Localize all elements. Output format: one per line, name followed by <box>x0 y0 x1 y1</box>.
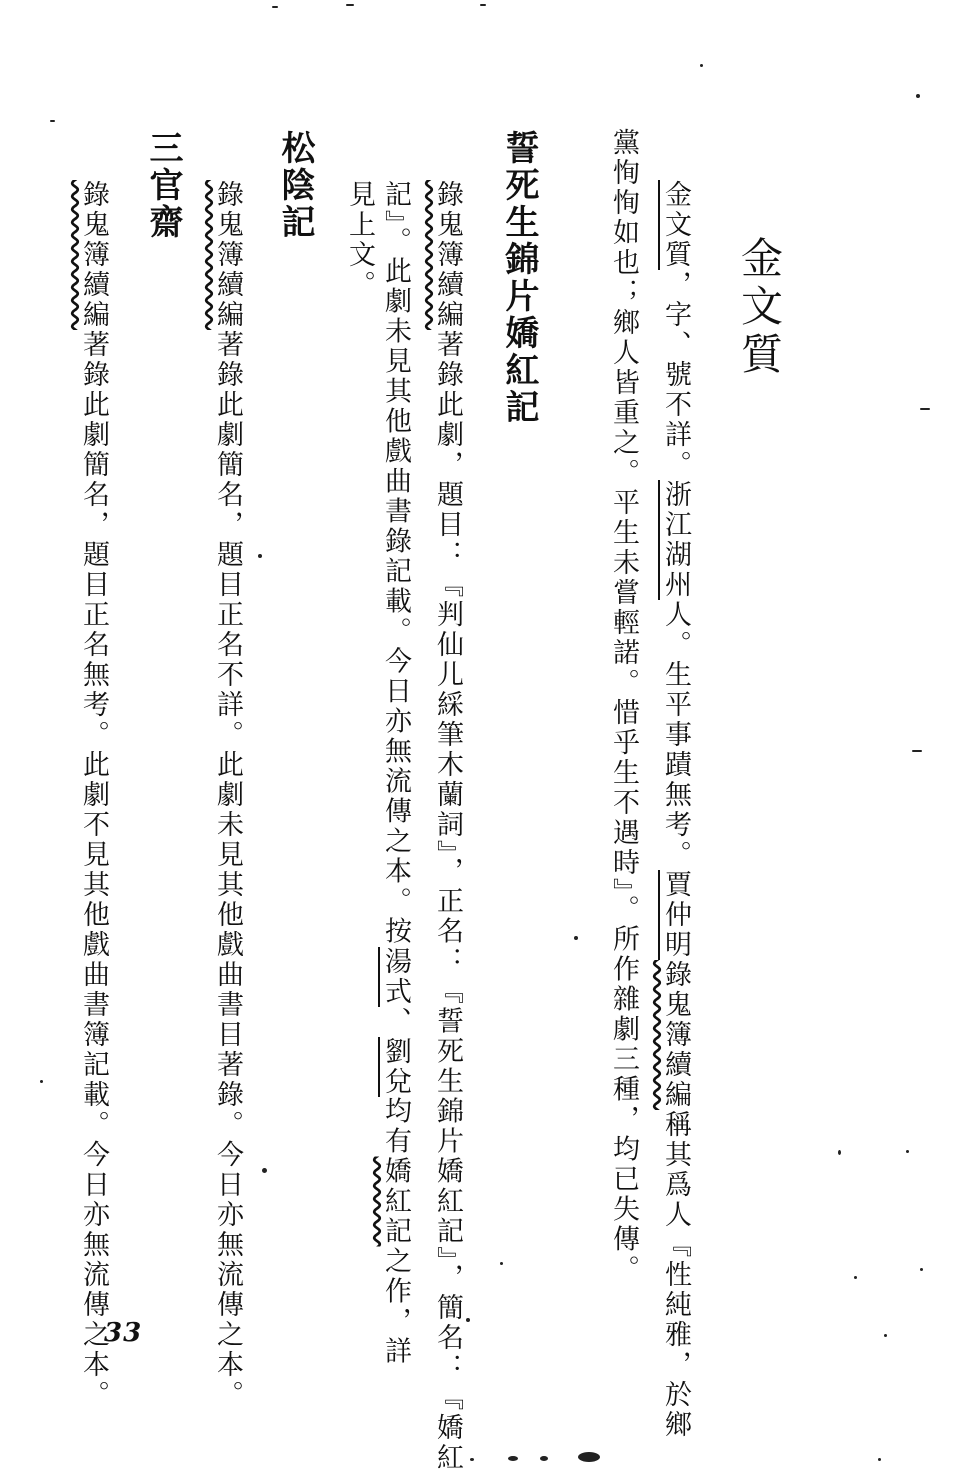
scan-speck <box>258 554 262 558</box>
book-title-mark: 錄鬼簿續編 <box>212 180 243 330</box>
person-name-mark: 湯式 <box>380 946 411 1007</box>
place-name-mark: 浙江湖州 <box>660 480 691 600</box>
scan-speck <box>470 1458 474 1461</box>
scan-speck <box>500 1262 503 1265</box>
scan-speck <box>272 6 278 8</box>
biography-text: 人。生平事蹟無考。 <box>660 600 691 870</box>
page-number: 33 <box>104 1318 143 1348</box>
play-jiaohong-column-2 <box>382 180 409 1367</box>
scan-speck <box>578 1452 600 1462</box>
play-text: 按 <box>380 916 411 947</box>
scan-speck <box>916 94 920 98</box>
scan-speck <box>574 936 578 940</box>
play-text: 之作，詳 <box>380 1246 411 1367</box>
biography-text: 稱其爲人『性純雅，於鄉 <box>660 1110 691 1440</box>
scan-speck <box>700 64 703 67</box>
play-text: 記』。此劇未見其他戲曲書錄記載。今日亦無流傳之本。 <box>380 180 411 917</box>
biography-text: ，字、號不詳。 <box>660 270 691 480</box>
play-title-sanguanzhai: 三官齋 <box>143 130 183 241</box>
play-jiaohong-column-1 <box>434 180 461 1473</box>
play-text: 著錄此劇簡名，題目正名無考。此劇不見其他戲曲書簿記載。今日亦無流傳之本。 <box>78 330 109 1410</box>
biography-column-2: 黨恂恂如也；鄉人皆重之。平生未嘗輕諾。惜乎生不遇時』。所作雜劇三種，均已失傳。 <box>608 128 639 1285</box>
play-text: 、 <box>380 1006 411 1037</box>
scan-speck <box>912 750 922 752</box>
book-title-mark: 嬌紅記 <box>380 1156 411 1247</box>
play-title-songyin: 松陰記 <box>275 130 315 241</box>
person-name-mark: 賈仲明 <box>660 870 691 960</box>
play-songyin-column-1 <box>214 180 241 1410</box>
scan-speck <box>920 1268 923 1271</box>
scan-speck <box>262 1168 267 1173</box>
author-heading: 金文質 <box>735 236 784 380</box>
play-title-jiaohong: 誓死生錦片嬌紅記 <box>499 130 539 426</box>
scan-speck <box>50 120 55 122</box>
scan-speck <box>906 1150 909 1153</box>
scan-speck <box>480 4 486 6</box>
scan-speck <box>854 1276 857 1279</box>
scan-speck <box>40 1080 43 1083</box>
scan-speck <box>508 1456 518 1461</box>
play-text: 著錄此劇，題目：『判仙儿綵筆木蘭詞』，正名：『誓死生錦片嬌紅記』，簡名：『嬌紅 <box>432 330 463 1473</box>
scan-speck <box>466 1318 470 1322</box>
author-name-mark: 金文質 <box>660 180 691 270</box>
play-sanguanzhai-column-1 <box>80 180 107 1410</box>
scan-speck <box>540 1456 548 1461</box>
book-title-mark: 錄鬼簿續編 <box>432 180 463 330</box>
scan-speck <box>838 1150 841 1155</box>
scan-speck <box>878 1458 881 1461</box>
play-jiaohong-column-3: 見上文。 <box>344 180 375 300</box>
book-title-mark: 錄鬼簿續編 <box>78 180 109 330</box>
scan-speck <box>346 4 354 6</box>
person-name-mark: 劉兌 <box>380 1036 411 1097</box>
scan-speck <box>884 1334 887 1337</box>
biography-column-1 <box>662 180 689 1440</box>
book-title-mark: 錄鬼簿續編 <box>660 960 691 1110</box>
play-text: 均有 <box>380 1096 411 1157</box>
scan-speck <box>920 408 930 410</box>
play-text: 著錄此劇簡名，題目正名不詳。此劇未見其他戲曲書目著錄。今日亦無流傳之本。 <box>212 330 243 1410</box>
